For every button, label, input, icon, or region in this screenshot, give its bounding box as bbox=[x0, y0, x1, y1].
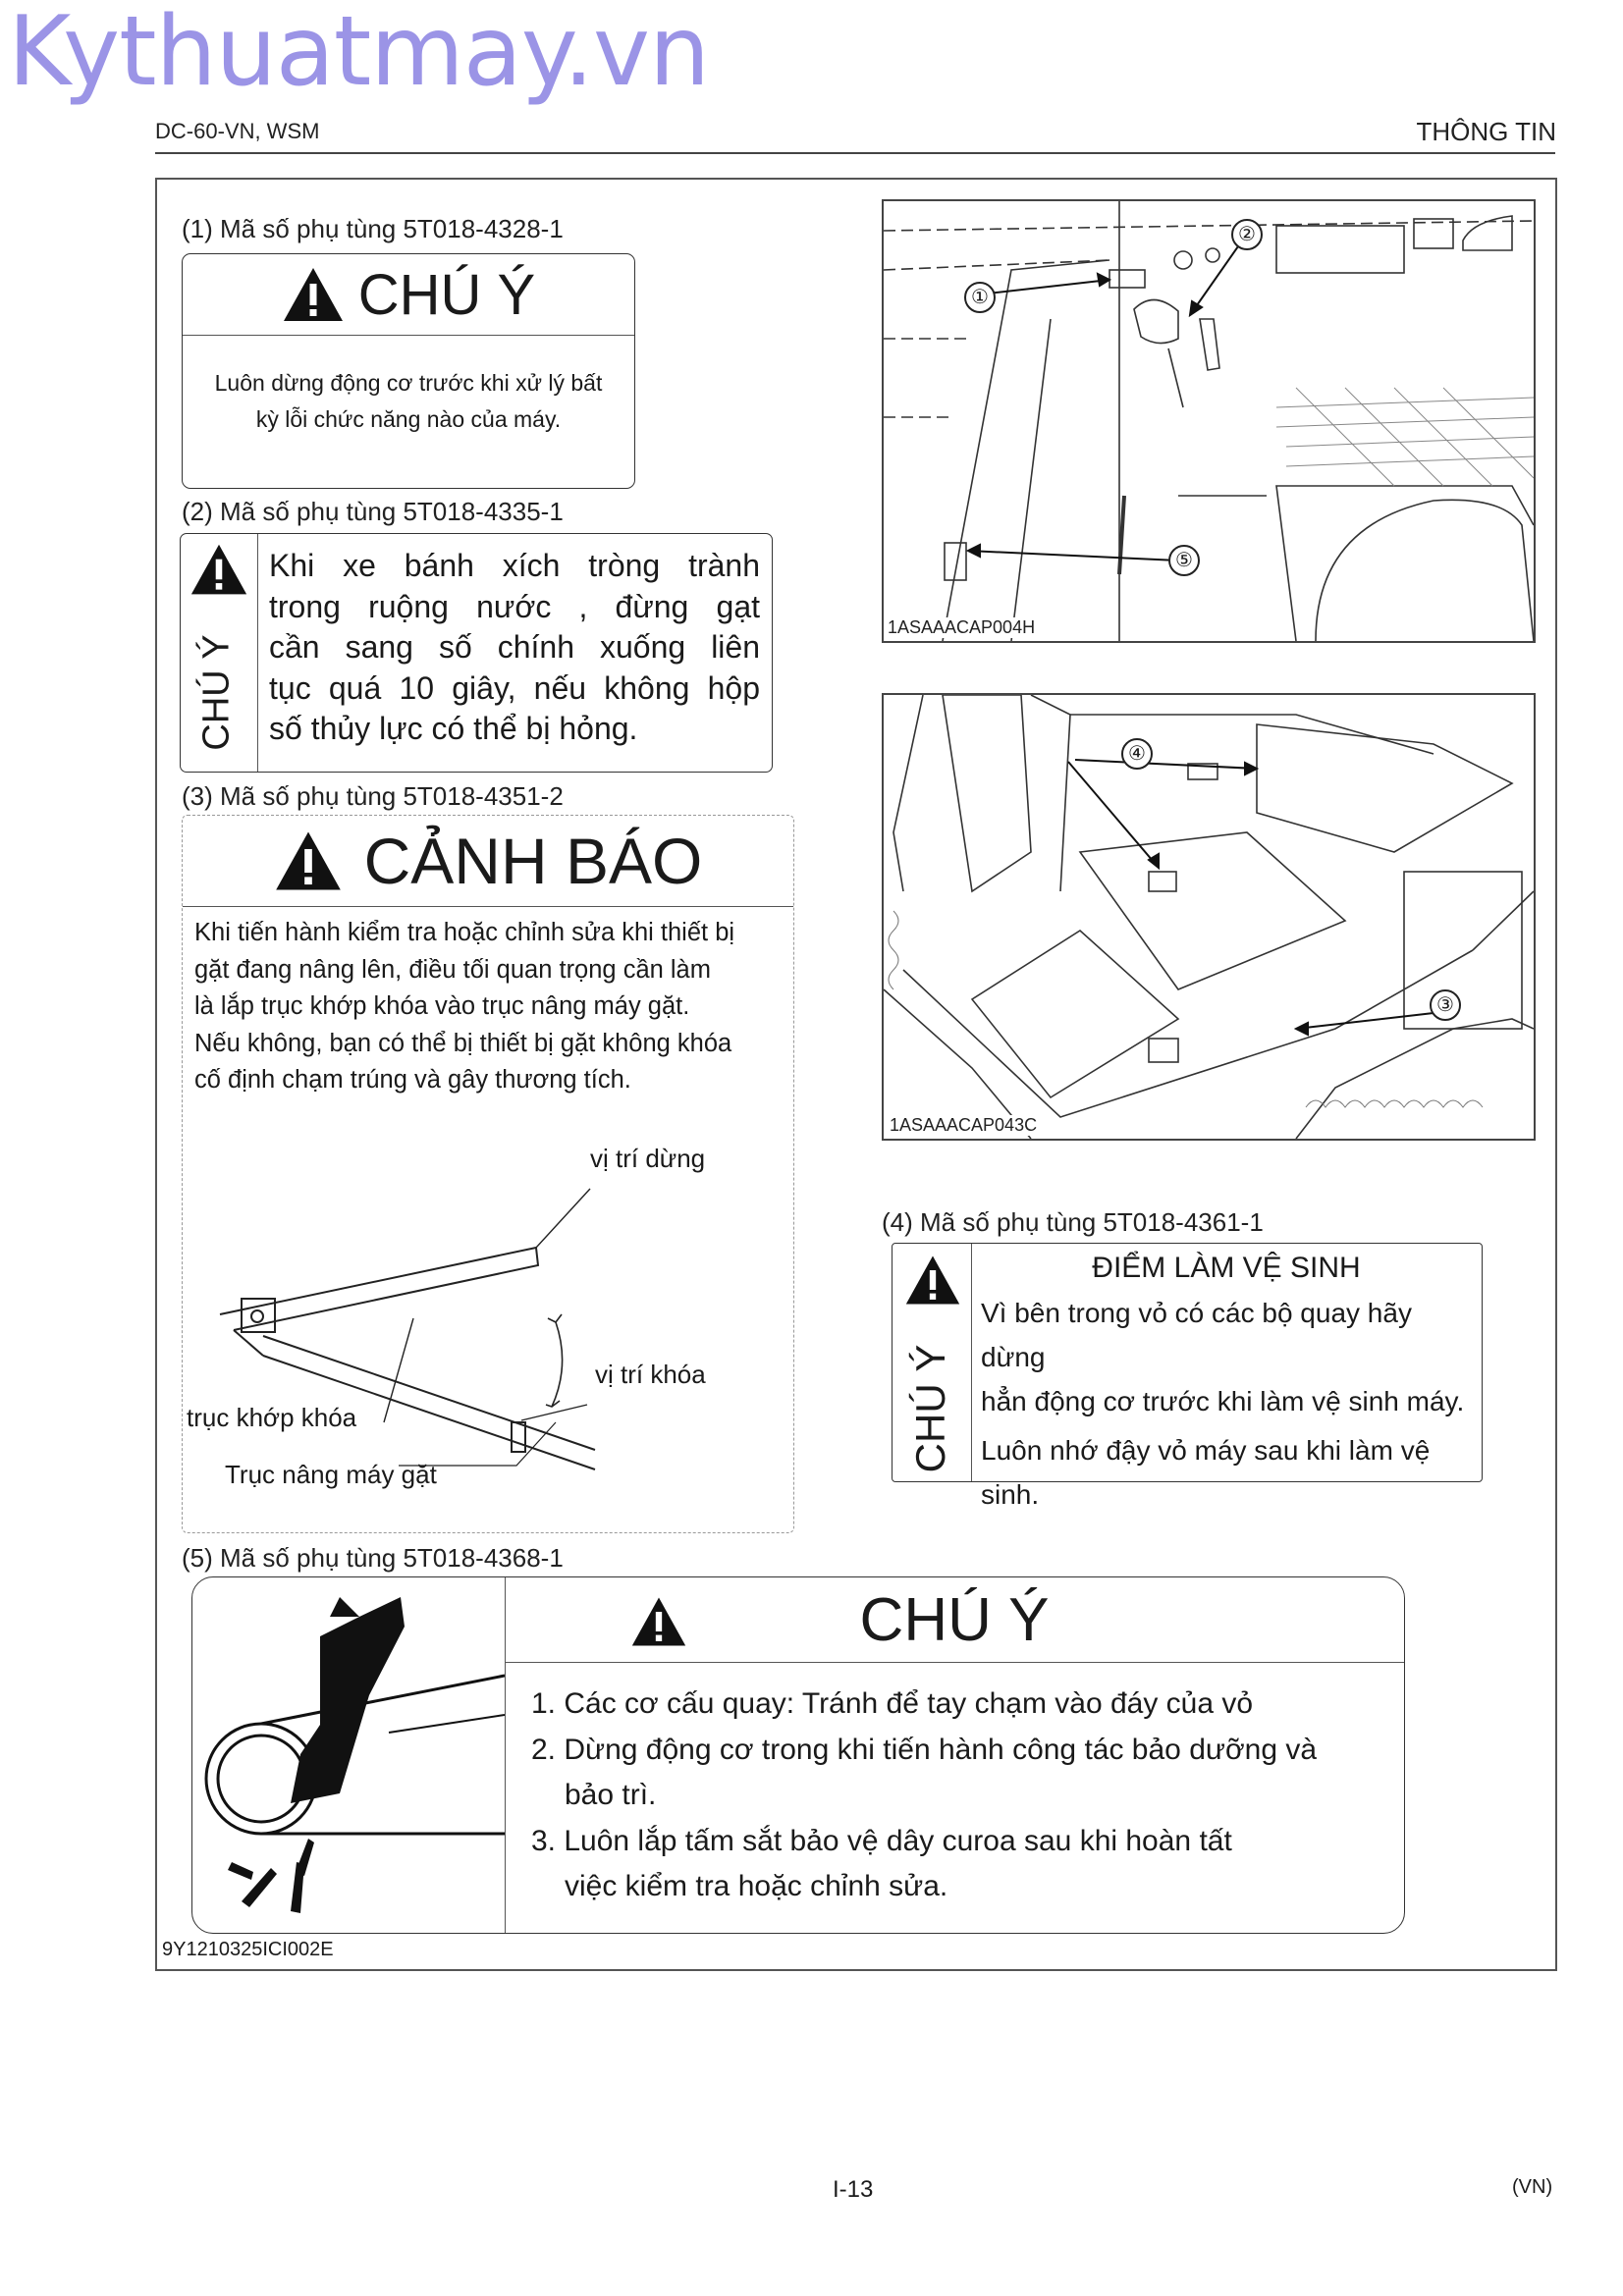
label-4-title: ĐIỂM LÀM VỆ SINH bbox=[1092, 1252, 1361, 1284]
label-2-line: cần sang số chính xuống liên bbox=[269, 629, 760, 665]
label-5-caption: (5) Mã số phụ tùng 5T018-4368-1 bbox=[182, 1543, 564, 1573]
label-4-line: hẳn động cơ trước khi làm vệ sinh máy. bbox=[981, 1386, 1465, 1416]
label-2-side bbox=[181, 534, 258, 772]
label-3 bbox=[182, 815, 794, 1533]
label-4-line: sinh. bbox=[981, 1479, 1040, 1510]
callout-2: ② bbox=[1231, 219, 1263, 250]
warning-triangle-icon bbox=[904, 1254, 961, 1307]
label-2-caption: (2) Mã số phụ tùng 5T018-4335-1 bbox=[182, 497, 564, 526]
label-3-line: gặt đang nâng lên, điều tối quan trọng cần làm bbox=[194, 955, 711, 984]
label-2-line: số thủy lực có thể bị hỏng. bbox=[269, 711, 638, 746]
label-5-title: CHÚ Ý bbox=[859, 1585, 1050, 1654]
label-3-caption: (3) Mã số phụ tùng 5T018-4351-2 bbox=[182, 781, 564, 811]
engine-cover-illustration bbox=[884, 695, 1534, 1139]
label-5-header bbox=[505, 1577, 1404, 1663]
page-number: I-13 bbox=[833, 2176, 874, 2203]
label-1-line: Luôn dừng động cơ trước khi xử lý bất bbox=[214, 370, 603, 396]
label-2-line: Khi xe bánh xích tròng trành bbox=[269, 548, 760, 583]
label-1-line: kỳ lỗi chức năng nào của máy. bbox=[255, 406, 562, 432]
engine-cover-photo bbox=[882, 693, 1536, 1141]
image-2-code: 1ASAAACAP043C bbox=[890, 1115, 1038, 1135]
warning-triangle-icon bbox=[282, 266, 345, 323]
label-5-line: 3. Luôn lắp tấm sắt bảo vệ dây curoa sau khi hoàn tất bbox=[531, 1824, 1232, 1857]
label-2-line: tục quá 10 giây, nếu không hộp bbox=[269, 669, 760, 706]
label-3-line: Nếu không, bạn có thể bị thiết bị gặt không khóa bbox=[194, 1029, 732, 1057]
label-3-header bbox=[183, 816, 793, 907]
callout-4: ④ bbox=[1121, 738, 1153, 770]
label-3-title: CẢNH BÁO bbox=[363, 825, 703, 897]
label-4 bbox=[892, 1243, 1483, 1510]
label-5-line: 2. Dừng động cơ trong khi tiến hành công tác bảo dưỡng và bbox=[531, 1733, 1318, 1766]
label-1-title: CHÚ Ý bbox=[357, 262, 536, 327]
warning-triangle-icon bbox=[630, 1595, 687, 1648]
label-4-side bbox=[893, 1244, 972, 1481]
label-5 bbox=[191, 1576, 1405, 1934]
header-rule bbox=[155, 152, 1555, 154]
belt-entanglement-icon bbox=[192, 1577, 505, 1933]
cab-photo bbox=[882, 199, 1536, 643]
label-3-line: là lắp trục khớp khóa vào trục nâng máy gặt. bbox=[194, 992, 690, 1020]
label-5-line: việc kiểm tra hoặc chỉnh sửa. bbox=[565, 1870, 948, 1902]
label-2 bbox=[180, 533, 773, 773]
label-4-body bbox=[981, 1291, 1482, 1517]
label-2-side-text: CHÚ Ý bbox=[195, 634, 238, 751]
label-5-pictogram bbox=[192, 1577, 506, 1933]
warning-triangle-icon bbox=[274, 829, 343, 892]
label-4-line: Luôn nhớ đậy vỏ máy sau khi làm vệ bbox=[981, 1435, 1431, 1466]
section-title: THÔNG TIN bbox=[1416, 117, 1556, 146]
label-3-stop-position: vị trí dừng bbox=[590, 1144, 706, 1173]
figure-code: 9Y1210325ICI002E bbox=[162, 1939, 334, 1960]
label-3-lock-shaft: trục khớp khóa bbox=[187, 1403, 357, 1432]
label-5-body bbox=[531, 1682, 1385, 1910]
label-4-caption: (4) Mã số phụ tùng 5T018-4361-1 bbox=[882, 1207, 1264, 1237]
label-3-line: cố định chạm trúng và gây thương tích. bbox=[194, 1066, 631, 1094]
document-code: DC-60-VN, WSM bbox=[155, 119, 320, 143]
label-4-side-text: CHÚ Ý bbox=[907, 1344, 953, 1473]
warning-triangle-icon bbox=[189, 542, 248, 597]
callout-3: ③ bbox=[1430, 989, 1461, 1021]
label-3-body bbox=[183, 907, 793, 1099]
label-3-line: Khi tiến hành kiểm tra hoặc chỉnh sửa khi thiết bị bbox=[194, 919, 735, 946]
label-5-line: bảo trì. bbox=[565, 1779, 657, 1811]
cab-illustration bbox=[884, 201, 1534, 641]
language-code: (VN) bbox=[1512, 2176, 1553, 2198]
label-5-line: 1. Các cơ cấu quay: Tránh để tay chạm vào đáy của vỏ bbox=[531, 1687, 1254, 1720]
label-4-line: Vì bên trong vỏ có các bộ quay hãy dừng bbox=[981, 1298, 1412, 1372]
callout-5: ⑤ bbox=[1168, 545, 1200, 576]
watermark: Kythuatmay.vn bbox=[8, 0, 710, 108]
image-1-code: 1ASAAACAP004H bbox=[888, 617, 1036, 637]
label-2-body bbox=[269, 546, 760, 750]
label-3-lock-position: vị trí khóa bbox=[595, 1360, 706, 1389]
callout-1: ① bbox=[964, 282, 996, 313]
label-1-body bbox=[183, 365, 634, 438]
label-1-caption: (1) Mã số phụ tùng 5T018-4328-1 bbox=[182, 214, 564, 243]
label-3-lift-shaft: Trục nâng máy gặt bbox=[225, 1460, 437, 1489]
label-1 bbox=[182, 253, 635, 489]
label-2-line: trong ruộng nước , đừng gạt bbox=[269, 588, 760, 624]
label-1-header bbox=[183, 254, 634, 336]
